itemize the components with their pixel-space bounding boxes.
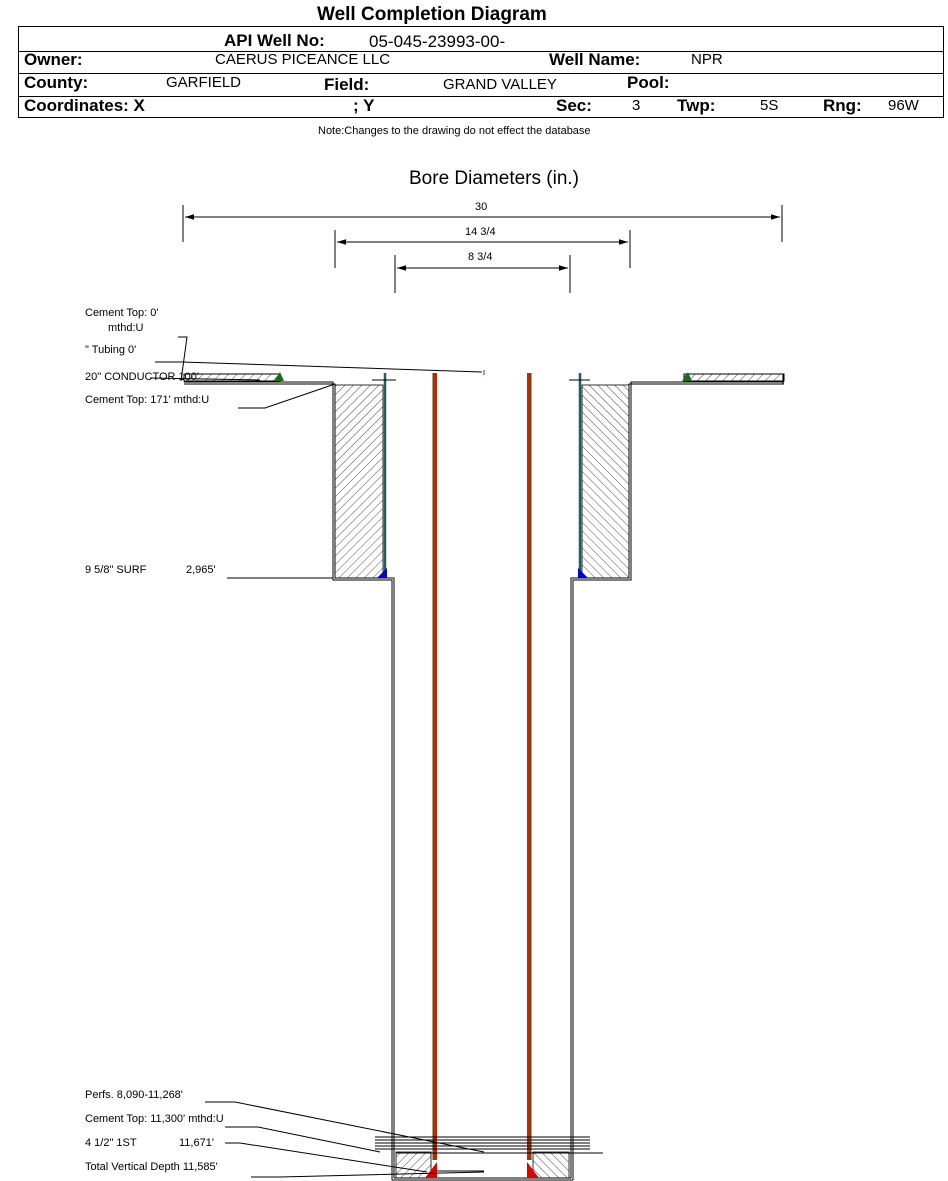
surface-casing-cement: [335, 385, 629, 578]
field-label: Field:: [324, 75, 370, 94]
perforations: [375, 1137, 590, 1149]
cement-top-171-label: Cement Top: 171' mthd:U: [85, 394, 210, 406]
api-well-label: API Well No:: [224, 31, 325, 50]
tubing-string: [435, 373, 529, 1160]
well-name-value: NPR: [691, 51, 723, 68]
surface-casing: [385, 373, 580, 578]
field-value: GRAND VALLEY: [443, 76, 557, 93]
bore-dimension-14-3-4: [335, 230, 630, 268]
county-value: GARFIELD: [166, 74, 242, 91]
api-well-value: 05-045-23993-00-: [369, 32, 506, 51]
bore-diameter-14-3-4: 14 3/4: [465, 226, 496, 238]
county-label: County:: [24, 73, 89, 92]
production-casing-label: 4 1/2" 1ST: [85, 1137, 137, 1149]
cement-top-0-label: Cement Top: 0': [85, 307, 159, 319]
owner-value: CAERUS PICEANCE LLC: [215, 51, 391, 68]
production-cement: [396, 1152, 603, 1178]
total-vertical-depth-label: Total Vertical Depth 11,585': [85, 1161, 218, 1173]
coord-y-label: ; Y: [353, 96, 375, 115]
conductor-label: 20" CONDUCTOR 100': [85, 371, 200, 383]
pool-label: Pool:: [627, 73, 670, 92]
owner-label: Owner:: [24, 50, 83, 69]
perfs-label: Perfs. 8,090-11,268': [85, 1089, 183, 1101]
bore-diameters-title: Bore Diameters (in.): [409, 168, 579, 189]
production-casing-depth: 11,671': [179, 1137, 214, 1149]
drawing-note: Note:Changes to the drawing do not effect the database: [318, 125, 591, 137]
well-name-label: Well Name:: [549, 50, 641, 69]
bore-dimension-30: [183, 205, 782, 242]
surface-casing-label: 9 5/8" SURF: [85, 564, 147, 576]
bore-dimension-8-3-4: [395, 255, 570, 293]
sec-label: Sec:: [556, 96, 592, 115]
borehole-outline: [184, 374, 784, 1180]
surface-casing-depth: 2,965': [186, 564, 216, 576]
rng-value: 96W: [888, 97, 919, 114]
coord-x-label: Coordinates: X: [24, 96, 145, 115]
bore-diameter-8-3-4: 8 3/4: [468, 251, 493, 263]
sec-value: 3: [632, 97, 641, 114]
cement-top-11300-label: Cement Top: 11,300' mthd:U: [85, 1113, 224, 1125]
cement-top-0-method: mthd:U: [108, 322, 144, 334]
diagram-title: Well Completion Diagram: [317, 4, 547, 25]
rng-label: Rng:: [823, 96, 862, 115]
twp-value: 5S: [760, 97, 779, 114]
tubing-label: " Tubing 0': [85, 344, 137, 356]
twp-label: Twp:: [677, 96, 716, 115]
bore-diameter-30: 30: [475, 201, 488, 213]
